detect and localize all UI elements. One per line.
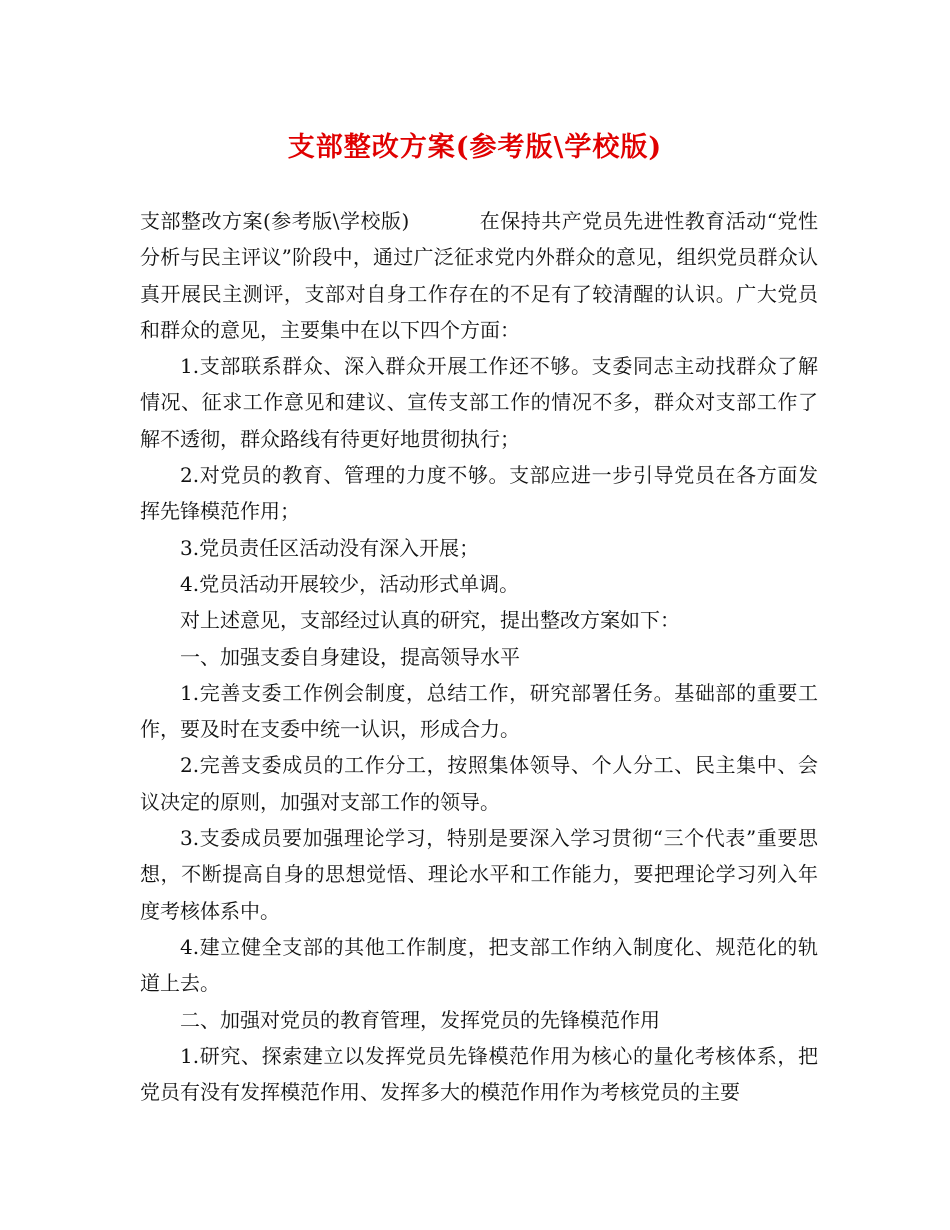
body-paragraph-2: 2.对党员的教育、管理的力度不够。支部应进一步引导党员在各方面发挥先锋模范作用；	[140, 463, 818, 524]
body-paragraph-6: 1.完善支委工作例会制度，总结工作，研究部署任务。基础部的重要工作，要及时在支委中统一认识，形成合力。	[140, 680, 818, 742]
body-paragraph-4: 4.党员活动开展较少，活动形式单调。	[180, 571, 520, 596]
intro-heading: 支部整改方案(参考版\学校版)	[140, 209, 410, 233]
body-paragraph-1: 1.支部联系群众、深入群众开展工作还不够。支委同志主动找群众了解情况、征求工作意见和建议、宣传支部工作的情况不多，群众对支部工作了解不透彻，群众路线有待更好地贯彻执行；	[140, 354, 818, 451]
intro-paragraph	[140, 203, 818, 348]
section-heading-2: 二、加强对党员的教育管理，发挥党员的先锋模范作用	[180, 1007, 660, 1032]
document-title: 支部整改方案(参考版\学校版)	[287, 132, 663, 163]
body-paragraph-9: 4.建立健全支部的其他工作制度，把支部工作纳入制度化、规范化的轨道上去。	[140, 934, 818, 996]
body-paragraph-7: 2.完善支委成员的工作分工，按照集体领导、个人分工、民主集中、会议决定的原则，加强对支部工作的领导。	[140, 753, 818, 814]
section-heading-1: 一、加强支委自身建设，提高领导水平	[180, 644, 520, 669]
intro-text: 在保持共产党员先进性教育活动“党性分析与民主评议”阶段中，通过广泛征求党内外群众的意见，组织党员群众认真开展民主测评，支部对自身工作存在的不足有了较清醒的认识。广大党员和群众的意见，主要集中在以下四个方面：	[140, 209, 818, 342]
body-paragraph-10: 1.研究、探索建立以发挥党员先锋模范作用为核心的量化考核体系，把党员有没有发挥模范作用、发挥多大的模范作用作为考核党员的主要	[140, 1043, 818, 1105]
body-paragraph-5: 对上述意见，支部经过认真的研究，提出整改方案如下：	[180, 608, 680, 633]
body-paragraph-3: 3.党员责任区活动没有深入开展；	[180, 535, 480, 560]
document-body	[140, 203, 818, 1110]
body-paragraph-8: 3.支委成员要加强理论学习，特别是要深入学习贯彻“三个代表”重要思想，不断提高自身的思想觉悟、理论水平和工作能力，要把理论学习列入年度考核体系中。	[140, 826, 818, 923]
